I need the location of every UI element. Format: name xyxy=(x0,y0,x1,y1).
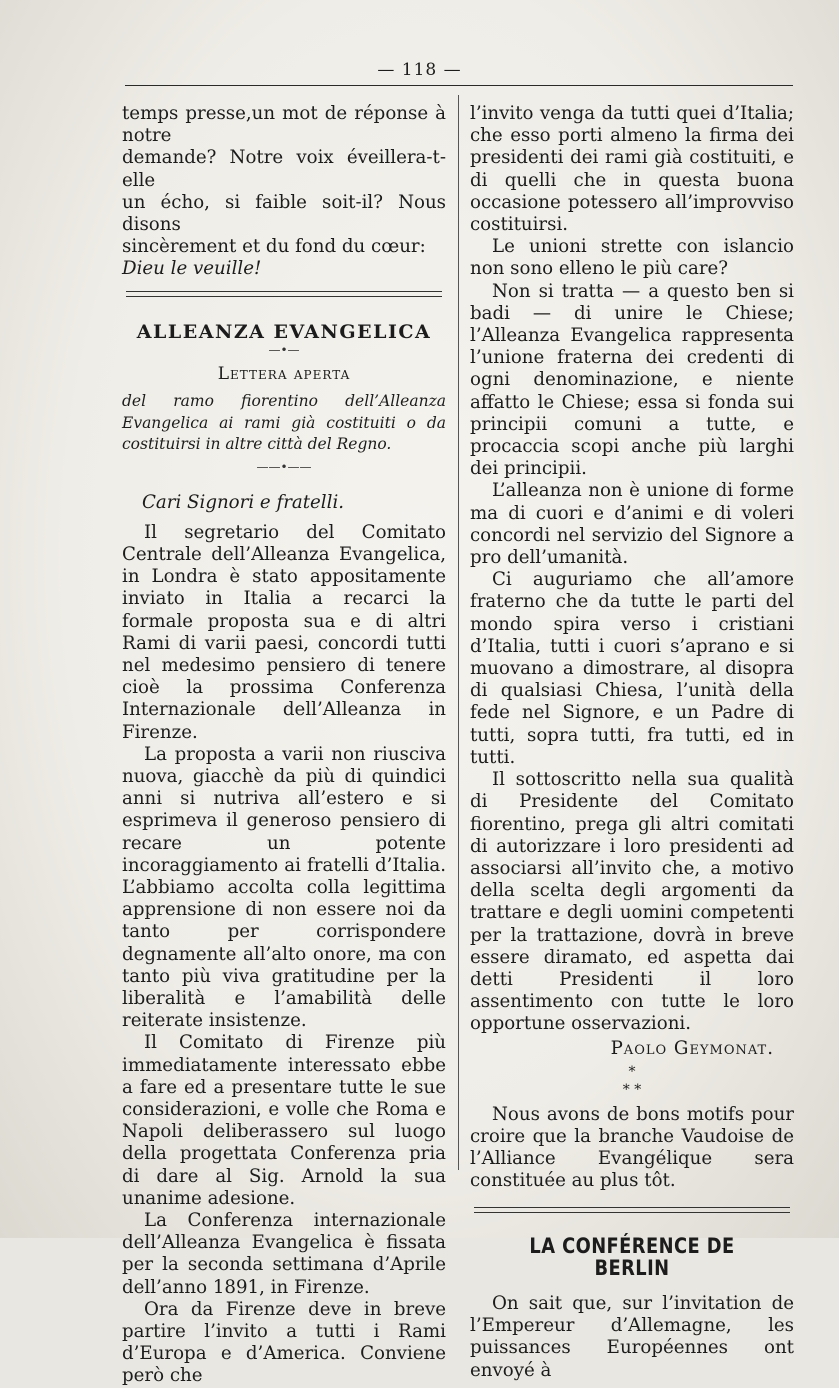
asterism-bottom: * * xyxy=(622,1081,642,1098)
asterism-top: * xyxy=(628,1063,636,1080)
paragraph: Il sottoscritto nella sua qualità di Presidente del Comitato fiorentino, prega gli altri comitati di autorizzare i loro presidenti ad associarsi all’invito che, a motivo della scelta degli argomenti da trattare e degli uomini competenti per la trattazione, dovrà in breve essere diramato, ed aspetta dai detti Presidenti il loro assentimento con tutte le loro opportune osservazioni. xyxy=(470,769,794,1035)
section-title-alleanza: ALLEANZA EVANGELICA xyxy=(136,320,432,343)
section-title-berlin: LA CONFÉRENCE DE BERLIN xyxy=(529,1233,735,1280)
signature: Paolo Geymonat. xyxy=(610,1037,774,1059)
paragraph: La Conferenza internazionale dell’Alleanza Evangelica è fissata per la seconda settimana d’Aprile dell’anno 1891, in Firenze. xyxy=(122,1210,446,1298)
paragraph: Ci auguriamo che all’amore fraterno che da tutte le parti del mondo spira verso i cristiani d’Italia, tutti i cuori s’aprano e si muovano a dimostrare, al disopra di qualsiasi Chiesa, l’unità della fede nel Signore, e un Padre di tutti, sopra tutti, fra tutti, ed in tutti. xyxy=(470,569,794,768)
salutation: Cari Signori e fratelli. xyxy=(142,491,345,513)
left-column xyxy=(122,103,446,1388)
intro-line: sincèrement et du fond du cœur: xyxy=(122,236,426,258)
intro-line: demande? Notre voix éveillera-t-elle xyxy=(122,147,446,191)
ornament-divider: —•— xyxy=(268,342,300,357)
intro-line: temps presse,un mot de réponse à notre xyxy=(122,103,446,147)
column-divider xyxy=(458,95,459,1170)
paragraph: Il Comitato di Firenze più immediatamente interessato ebbe a fare ed a presentare tutte le sue considerazioni, e volle che Roma e Napoli deliberassero sul luogo della progettata Conferenza pria di dare al Sig. Arnold la sua unanime adesione. xyxy=(122,1032,446,1209)
paragraph: Non si tratta — a questo ben si badi — di unire le Chiese; l’Alleanza Evangelica rappresenta l’unione fraterna dei credenti di ogni denominazione, e niente affatto le Chiese; essa si fonda sui principii comuni a tutte, e procaccia scopi anche più larghi dei principii. xyxy=(470,280,794,480)
paragraph: La proposta a varii non riusciva nuova, giacchè da più di quindici anni si nutriva all’estero e si esprimeva il generoso pensiero di recare un potente incoraggiamento ai fratelli d’Italia. L’abbiamo accolta colla legittima apprensione di non essere noi da tanto per corrispondere degnamente all’alto onore, ma con tanto più viva gratitudine per la liberalità e l’amabilità delle reiterate insistenze. xyxy=(122,743,446,1032)
double-rule-separator xyxy=(474,1207,790,1213)
paragraph: Il segretario del Comitato Centrale dell’Alleanza Evangelica, in Londra è stato appositamente inviato in Italia a recarci la formale proposta sua e di altri Rami di varii paesi, concordi tutti nel medesimo pensiero di tenere cioè la prossima Conferenza Internazionale dell’Alleanza in Firenze. xyxy=(122,521,446,743)
paragraph: l’invito venga da tutti quei d’Italia; che esso porti almeno la firma dei presidenti dei rami già costituiti, e di quelli che in questa buona occasione potessero all’improvviso costituirsi. xyxy=(470,103,794,236)
page-number: — 118 — xyxy=(377,60,462,80)
header-rule xyxy=(125,85,793,86)
letter-subtitle: del ramo fiorentino dell’Alleanza Evangelica ai rami già costituiti o da costituirsi in altre città del Regno. xyxy=(122,392,446,454)
paragraph: Le unioni strette con islancio non sono elleno le più care? xyxy=(470,236,794,280)
ornament-divider: ——•—— xyxy=(256,459,312,474)
paragraph: Ora da Firenze deve in breve partire l’invito a tutti i Rami d’Europa e d’America. Conviene però che xyxy=(122,1298,446,1387)
paragraph: On sait que, sur l’invitation de l’Empereur d’Allemagne, les puissances Européennes ont envoyé à xyxy=(470,1292,794,1381)
intro-closing: Dieu le veuille! xyxy=(122,258,262,280)
paragraph: L’alleanza non è unione di forme ma di cuori e d’animi e di voleri concordi nel servizio del Signore a pro dell’umanità. xyxy=(470,480,794,569)
letter-label: Lettera aperta xyxy=(217,363,351,384)
french-note: Nous avons de bons motifs pour croire que la branche Vaudoise de l’Alliance Evangélique sera constituée au plus tôt. xyxy=(470,1103,794,1192)
double-rule-separator xyxy=(126,291,442,297)
intro-line: un écho, si faible soit-il? Nous disons xyxy=(122,191,446,236)
right-column xyxy=(470,103,794,1382)
